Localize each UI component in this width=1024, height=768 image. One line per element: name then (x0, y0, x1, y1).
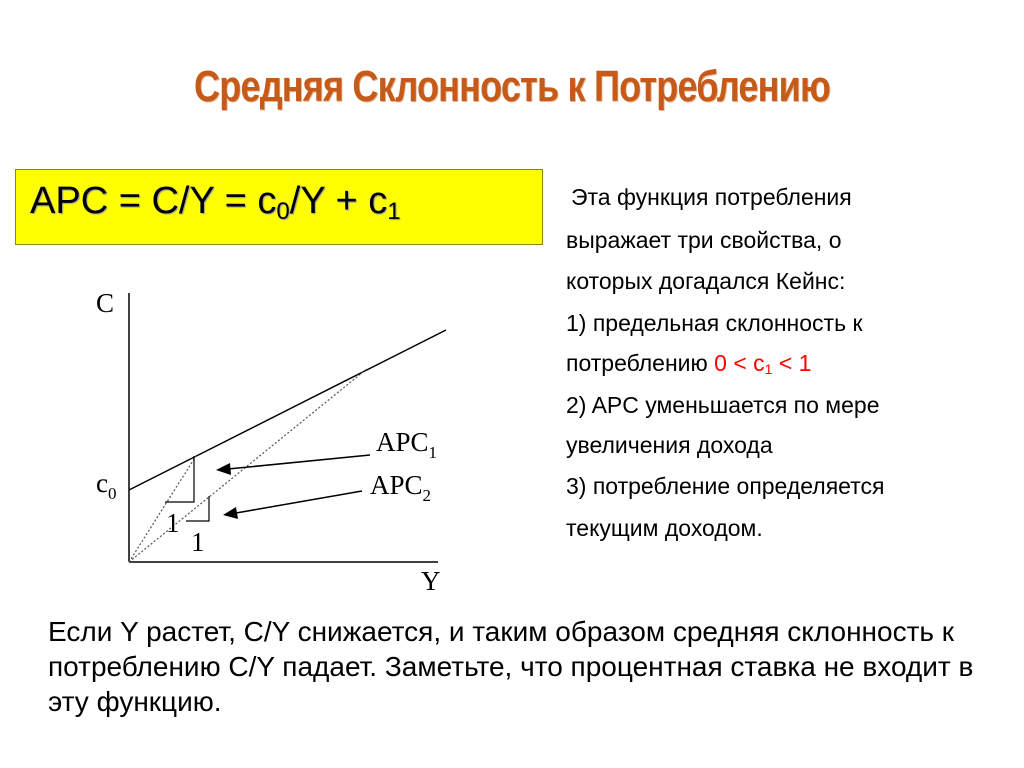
formula-middle: /Y + c (289, 180, 388, 222)
side-text-line-1: Эта функция потребления (571, 184, 852, 210)
apc2-arrow (236, 491, 362, 513)
side-text-line-9: текущим доходом. (566, 515, 763, 541)
apc2-label (370, 470, 431, 505)
side-text-line-5-prefix: потреблению (566, 350, 715, 376)
mpc-inequality-left: 0 < c (714, 350, 765, 376)
formula-prefix: APC = C/Y = c (30, 180, 277, 222)
apc2-ray (129, 368, 368, 562)
side-text-line-6: 2) APC уменьшается по мере (566, 392, 880, 418)
apc1-arrow (228, 455, 370, 469)
side-text-line-3: которых догадался Кейнс: (566, 268, 846, 294)
x-axis-label: Y (421, 566, 441, 596)
mpc-inequality-sub: 1 (764, 361, 773, 377)
side-text-line-5 (566, 350, 811, 382)
apc2-label-sub: 2 (422, 486, 432, 505)
step-label-rise: 1 (166, 508, 180, 538)
apc1-label-sub: 1 (428, 443, 438, 462)
consumption-function-line (129, 330, 446, 490)
y-axis-label: C (96, 288, 115, 318)
side-text-line-7: увеличения дохода (566, 432, 773, 458)
apc2-label-main: APC (370, 470, 423, 500)
formula-sub-1: 1 (387, 198, 401, 225)
mpc-inequality (714, 350, 811, 376)
apc2-arrowhead (223, 507, 238, 519)
mpc-inequality-right: < 1 (772, 350, 812, 376)
apc1-label-main: APC (376, 427, 429, 457)
side-text-line-4: 1) предельная склонность к (566, 310, 863, 336)
apc1-arrowhead (216, 463, 231, 475)
slope-triangle-1 (165, 456, 194, 502)
apc1-ray (129, 456, 196, 562)
c0-label (96, 468, 116, 503)
slide-title: Средняя Склонность к Потреблению (193, 62, 831, 111)
c0-label-sub: 0 (107, 484, 117, 503)
formula-sub-0: 0 (276, 198, 290, 225)
apc1-label (376, 427, 437, 462)
c0-label-main: c (96, 468, 108, 498)
side-text-line-8: 3) потребление определяется (566, 473, 885, 499)
conclusion-paragraph: Если Y растет, C/Y снижается, и таким образом средняя склонность к потреблению C/Y падает. Заметьте, что процентная ставка не входит в эту функцию. (48, 616, 974, 717)
slope-triangle-2 (186, 496, 209, 521)
side-text-line-2: выражает три свойства, о (566, 227, 842, 253)
step-label-run: 1 (191, 527, 205, 557)
